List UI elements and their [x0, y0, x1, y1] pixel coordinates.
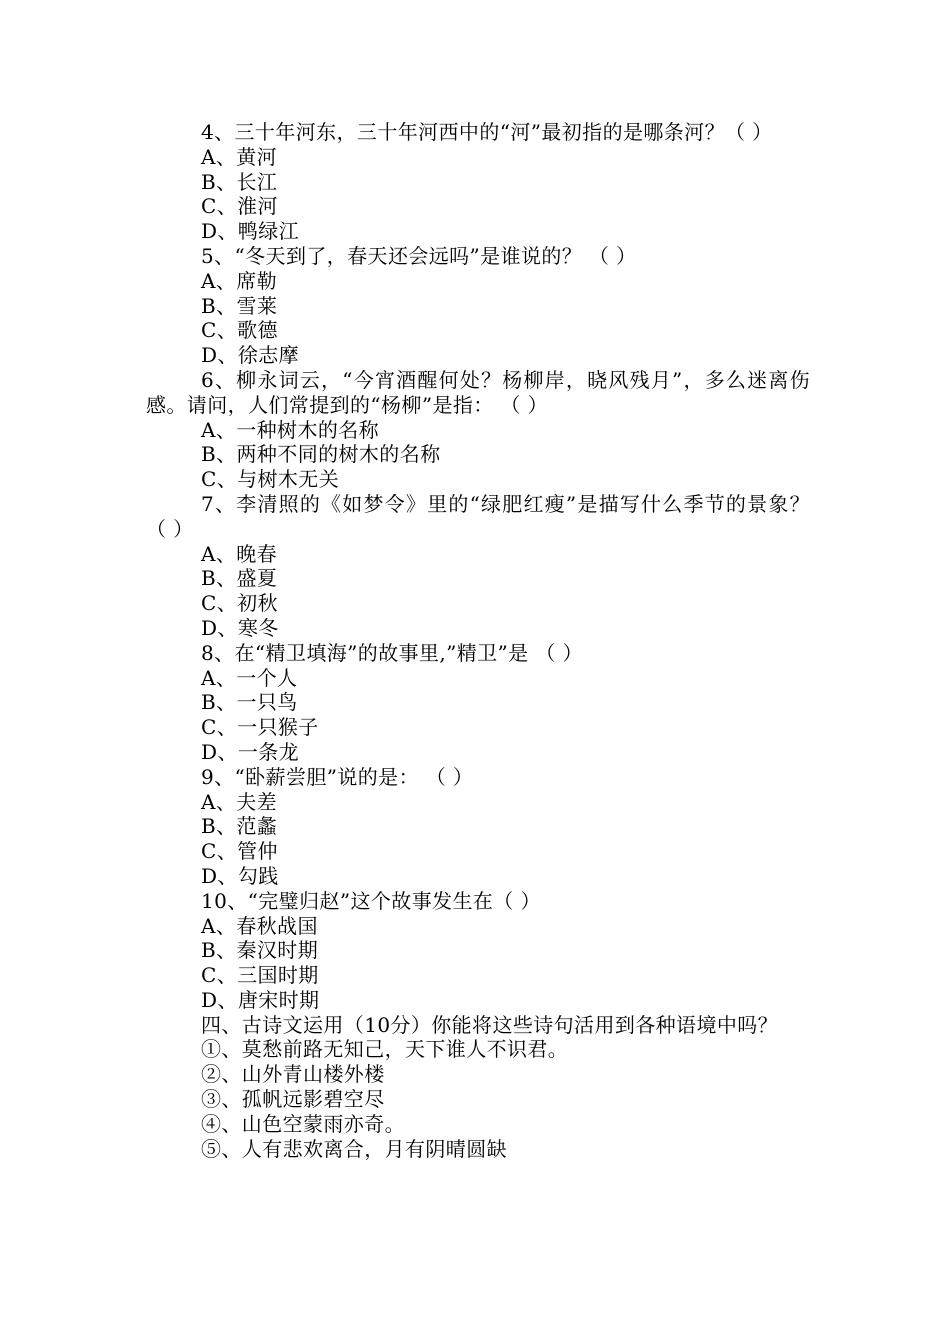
question-stem: 4、三十年河东，三十年河西中的“河”最初指的是哪条河？（ ） — [201, 120, 773, 144]
option-c: C、管仲 — [201, 839, 278, 864]
option-b: B、雪莱 — [201, 293, 278, 318]
option-c: C、一只猴子 — [201, 715, 319, 740]
question-9 — [146, 765, 810, 889]
option-b: B、盛夏 — [201, 566, 278, 591]
option-a: A、一个人 — [201, 665, 298, 690]
option-a: A、春秋战国 — [201, 913, 318, 938]
question-stem: 5、“冬天到了，春天还会远吗”是谁说的？ （ ） — [201, 243, 637, 268]
option-b: B、范蠡 — [201, 814, 278, 839]
question-7 — [146, 492, 810, 641]
option-c: C、三国时期 — [201, 963, 319, 988]
option-d: D、唐宋时期 — [201, 987, 320, 1012]
question-6 — [146, 368, 810, 492]
option-d: D、一条龙 — [201, 739, 300, 764]
question-stem: 6、柳永词云，“今宵酒醒何处？杨柳岸，晓风残月”，多么迷离伤感。请问，人们常提到的“杨柳”是指： （ ） — [146, 367, 810, 417]
poem-line-4: ④、山色空蒙雨亦奇。 — [201, 1111, 405, 1136]
poem-line-5: ⑤、人有悲欢离合，月有阴晴圆缺 — [201, 1136, 507, 1161]
section-4 — [146, 1013, 810, 1162]
option-b: B、长江 — [201, 169, 278, 194]
poem-line-2: ②、山外青山楼外楼 — [201, 1062, 385, 1087]
question-10 — [146, 889, 810, 1013]
poem-line-3: ③、孤帆远影碧空尽 — [201, 1087, 385, 1112]
option-b: B、一只鸟 — [201, 690, 298, 715]
question-5 — [146, 244, 810, 368]
poem-line-1: ①、莫愁前路无知己，天下谁人不识君。 — [201, 1037, 569, 1062]
option-a: A、晚春 — [201, 541, 278, 566]
option-d: D、勾践 — [201, 863, 279, 888]
option-a: A、席勒 — [201, 268, 278, 293]
document-body — [146, 120, 810, 1161]
question-stem: 10、“完璧归赵”这个故事发生在（ ） — [201, 888, 541, 913]
question-4 — [146, 120, 810, 244]
option-b: B、两种不同的树木的名称 — [201, 442, 441, 467]
option-a: A、夫差 — [201, 789, 278, 814]
section-heading: 四、古诗文运用（10分）你能将这些诗句活用到各种语境中吗？ — [201, 1012, 779, 1037]
option-c: C、淮河 — [201, 194, 278, 219]
option-c: C、初秋 — [201, 591, 278, 616]
option-c: C、与树木无关 — [201, 467, 340, 492]
option-a: A、一种树木的名称 — [201, 417, 380, 442]
option-b: B、秦汉时期 — [201, 938, 319, 963]
option-d: D、徐志摩 — [201, 343, 300, 368]
option-a: A、黄河 — [201, 144, 278, 169]
question-8 — [146, 641, 810, 765]
option-d: D、寒冬 — [201, 615, 279, 640]
question-stem: 9、“卧薪尝胆”说的是： （ ） — [201, 764, 474, 789]
question-stem: 8、在“精卫填海”的故事里,”精卫”是 （ ） — [201, 640, 583, 665]
option-d: D、鸭绿江 — [201, 219, 300, 244]
question-stem: 7、李清照的《如梦令》里的“绿肥红瘦”是描写什么季节的景象？ （ ） — [146, 491, 810, 541]
option-c: C、歌德 — [201, 318, 278, 343]
